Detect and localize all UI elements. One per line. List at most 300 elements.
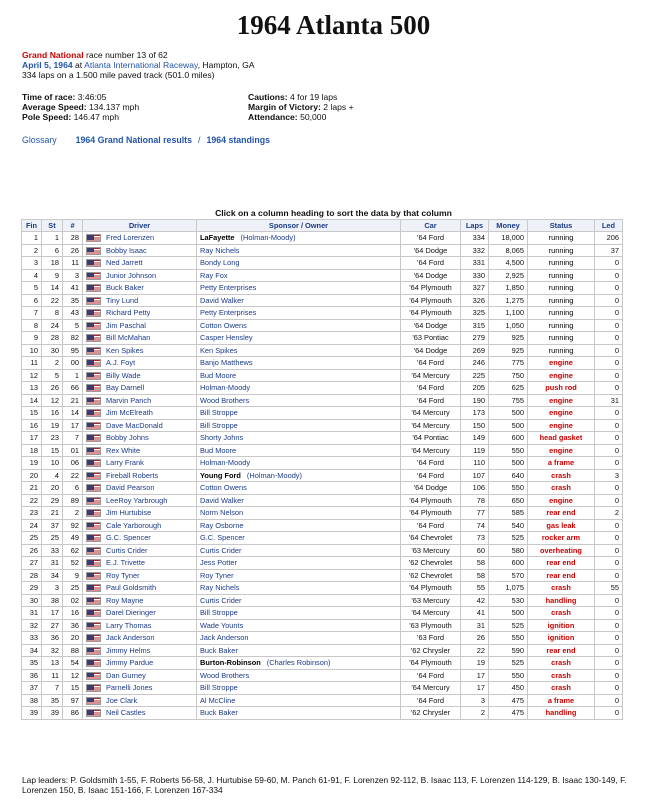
column-header-st[interactable]: St bbox=[42, 220, 63, 232]
led-cell: 0 bbox=[595, 694, 623, 707]
finish-cell: 12 bbox=[22, 369, 42, 382]
led-cell: 0 bbox=[595, 319, 623, 332]
driver-cell bbox=[83, 519, 197, 532]
car-number-cell: 35 bbox=[63, 294, 83, 307]
race-date-link[interactable]: April 5, 1964 bbox=[22, 60, 73, 70]
driver-link[interactable]: Fireball Roberts bbox=[106, 470, 159, 480]
time-value: 3:46:05 bbox=[77, 92, 107, 102]
sponsor-owner-cell bbox=[197, 532, 401, 545]
car-number-cell: 95 bbox=[63, 344, 83, 357]
column-header-led[interactable]: Led bbox=[595, 220, 623, 232]
money-cell: 475 bbox=[489, 694, 528, 707]
start-cell: 37 bbox=[42, 519, 63, 532]
led-cell: 0 bbox=[595, 519, 623, 532]
sponsor-owner-cell bbox=[197, 282, 401, 295]
car-cell: '62 Chrysler bbox=[401, 644, 461, 657]
money-cell: 500 bbox=[489, 607, 528, 620]
owner-link[interactable]: (Charles Robinson) bbox=[266, 658, 331, 668]
us-flag-icon bbox=[86, 484, 101, 492]
sponsor-link[interactable]: Cotton Owens bbox=[200, 483, 247, 493]
finish-cell: 29 bbox=[22, 582, 42, 595]
finish-cell: 4 bbox=[22, 269, 42, 282]
driver-cell bbox=[83, 244, 197, 257]
driver-link[interactable]: Junior Johnson bbox=[106, 270, 157, 280]
sponsor-link[interactable]: Curtis Crider bbox=[200, 595, 242, 605]
led-cell: 0 bbox=[595, 407, 623, 420]
car-number-cell: 89 bbox=[63, 494, 83, 507]
car-cell: '64 Dodge bbox=[401, 269, 461, 282]
money-cell: 570 bbox=[489, 569, 528, 582]
driver-link[interactable]: Neil Castles bbox=[106, 708, 146, 718]
sponsor-link[interactable]: Bondy Long bbox=[200, 258, 240, 268]
car-number-cell: 82 bbox=[63, 332, 83, 345]
us-flag-icon bbox=[86, 559, 101, 567]
laps-cell: 150 bbox=[461, 419, 489, 432]
laps-cell: 26 bbox=[461, 632, 489, 645]
race-info-line1 bbox=[22, 50, 168, 60]
column-header-status[interactable]: Status bbox=[528, 220, 595, 232]
column-header-money[interactable]: Money bbox=[489, 220, 528, 232]
car-cell: '64 Ford bbox=[401, 257, 461, 270]
status-cell: engine bbox=[528, 357, 595, 370]
sponsor-owner-cell bbox=[197, 632, 401, 645]
driver-link[interactable]: Jim Hurtubise bbox=[106, 508, 152, 518]
table-row bbox=[22, 294, 623, 307]
car-cell: '64 Ford bbox=[401, 694, 461, 707]
led-cell: 0 bbox=[595, 532, 623, 545]
driver-link[interactable]: G.C. Spencer bbox=[106, 533, 151, 543]
start-cell: 29 bbox=[42, 494, 63, 507]
laps-cell: 58 bbox=[461, 569, 489, 582]
start-cell: 20 bbox=[42, 482, 63, 495]
sponsor-link[interactable]: Ray Fox bbox=[200, 270, 228, 280]
status-cell: rear end bbox=[528, 557, 595, 570]
driver-link[interactable]: Bay Darnell bbox=[106, 383, 145, 393]
driver-link[interactable]: Ken Spikes bbox=[106, 345, 144, 355]
led-cell: 0 bbox=[595, 357, 623, 370]
page-title: 1964 Atlanta 500 bbox=[236, 10, 431, 40]
sponsor-link[interactable]: Ray Osborne bbox=[200, 520, 244, 530]
table-row bbox=[22, 682, 623, 695]
driver-link[interactable]: Rex White bbox=[106, 445, 141, 455]
start-cell: 17 bbox=[42, 607, 63, 620]
led-cell: 0 bbox=[595, 644, 623, 657]
finish-cell: 7 bbox=[22, 307, 42, 320]
laps-cell: 41 bbox=[461, 607, 489, 620]
column-header-laps[interactable]: Laps bbox=[461, 220, 489, 232]
glossary-link[interactable]: Glossary bbox=[22, 135, 57, 145]
driver-link[interactable]: Roy Mayne bbox=[106, 595, 144, 605]
car-cell: '64 Plymouth bbox=[401, 507, 461, 520]
time-label: Time of race: bbox=[22, 92, 76, 102]
sponsor-link[interactable]: Ray Nichels bbox=[200, 583, 240, 593]
us-flag-icon bbox=[86, 372, 101, 380]
sponsor-owner-cell bbox=[197, 594, 401, 607]
driver-link[interactable]: Tiny Lund bbox=[106, 295, 139, 305]
status-cell: engine bbox=[528, 444, 595, 457]
car-number-cell: 49 bbox=[63, 532, 83, 545]
money-cell: 1,075 bbox=[489, 582, 528, 595]
finish-cell: 6 bbox=[22, 294, 42, 307]
sponsor-link[interactable]: David Walker bbox=[200, 295, 244, 305]
driver-cell bbox=[83, 369, 197, 382]
start-cell: 34 bbox=[42, 569, 63, 582]
driver-cell bbox=[83, 507, 197, 520]
sponsor-link[interactable]: Shorty Johns bbox=[200, 433, 244, 443]
car-cell: '64 Mercury bbox=[401, 607, 461, 620]
sponsor-link[interactable]: Ray Nichels bbox=[200, 245, 240, 255]
owner-link[interactable]: (Holman-Moody) bbox=[240, 233, 296, 243]
sponsor-link[interactable]: Wade Younts bbox=[200, 620, 244, 630]
money-cell: 1,275 bbox=[489, 294, 528, 307]
status-cell: running bbox=[528, 232, 595, 245]
table-row bbox=[22, 382, 623, 395]
sponsor-link[interactable]: Bill Stroppe bbox=[200, 420, 238, 430]
sponsor-link[interactable]: Petty Enterprises bbox=[200, 283, 257, 293]
car-number-cell: 21 bbox=[63, 394, 83, 407]
sponsor-link[interactable]: Jack Anderson bbox=[200, 633, 249, 643]
table-row bbox=[22, 332, 623, 345]
finish-cell: 28 bbox=[22, 569, 42, 582]
led-cell: 0 bbox=[595, 669, 623, 682]
status-cell: crash bbox=[528, 607, 595, 620]
car-cell: '62 Chrysler bbox=[401, 707, 461, 720]
car-number-cell: 92 bbox=[63, 519, 83, 532]
status-cell: handling bbox=[528, 594, 595, 607]
owner-link[interactable]: (Holman-Moody) bbox=[246, 470, 302, 480]
table-row bbox=[22, 307, 623, 320]
sponsor-owner-cell bbox=[197, 457, 401, 470]
money-cell: 2,925 bbox=[489, 269, 528, 282]
driver-link[interactable]: Parnelli Jones bbox=[106, 683, 153, 693]
finish-cell: 15 bbox=[22, 407, 42, 420]
driver-cell bbox=[83, 657, 197, 670]
series-link[interactable]: Grand National bbox=[22, 50, 84, 60]
driver-link[interactable]: Ned Jarrett bbox=[106, 258, 143, 268]
car-cell: '64 Dodge bbox=[401, 244, 461, 257]
money-cell: 925 bbox=[489, 332, 528, 345]
season-standings-link[interactable]: 1964 standings bbox=[206, 135, 270, 145]
sponsor-link[interactable]: Bud Moore bbox=[200, 445, 237, 455]
lap-leaders: Lap leaders: P. Goldsmith 1-55, F. Roberts 56-58, J. Hurtubise 59-60, M. Panch 61-91, F. Lorenzen 92-112, B. Isaac 113, F. Lorenzen 114-129, B. Isaac 130-149, F. Lorenzen 150, B. Isaac 151-166, F. Lorenzen 167-334 bbox=[22, 775, 627, 795]
us-flag-icon bbox=[86, 472, 101, 480]
status-cell: engine bbox=[528, 419, 595, 432]
table-row bbox=[22, 632, 623, 645]
car-cell: '64 Dodge bbox=[401, 344, 461, 357]
led-cell: 31 bbox=[595, 394, 623, 407]
start-cell: 9 bbox=[42, 269, 63, 282]
sponsor-owner-cell bbox=[197, 494, 401, 507]
car-cell: '64 Mercury bbox=[401, 369, 461, 382]
sponsor-link[interactable]: Cotton Owens bbox=[200, 320, 247, 330]
driver-cell bbox=[83, 282, 197, 295]
car-number-cell: 22 bbox=[63, 469, 83, 482]
finish-cell: 25 bbox=[22, 532, 42, 545]
track-link[interactable]: Atlanta International Raceway bbox=[84, 60, 198, 70]
car-number-cell: 86 bbox=[63, 707, 83, 720]
driver-link[interactable]: Cale Yarborough bbox=[106, 520, 162, 530]
led-cell: 0 bbox=[595, 607, 623, 620]
driver-cell bbox=[83, 294, 197, 307]
sponsor-link[interactable]: Bill Stroppe bbox=[200, 408, 238, 418]
sponsor-link[interactable]: Petty Enterprises bbox=[200, 308, 257, 318]
start-cell: 19 bbox=[42, 419, 63, 432]
car-number-cell: 6 bbox=[63, 482, 83, 495]
finish-cell: 39 bbox=[22, 707, 42, 720]
driver-link[interactable]: Richard Petty bbox=[106, 308, 151, 318]
driver-cell bbox=[83, 432, 197, 445]
sponsor-owner-cell bbox=[197, 569, 401, 582]
table-row bbox=[22, 419, 623, 432]
table-row bbox=[22, 532, 623, 545]
table-header-row bbox=[22, 220, 623, 232]
driver-cell bbox=[83, 344, 197, 357]
status-cell: running bbox=[528, 307, 595, 320]
car-cell: '64 Ford bbox=[401, 357, 461, 370]
money-cell: 525 bbox=[489, 657, 528, 670]
driver-link[interactable]: Bill McMahan bbox=[106, 333, 151, 343]
status-cell: a frame bbox=[528, 457, 595, 470]
driver-link[interactable]: Jimmy Pardue bbox=[106, 658, 154, 668]
sponsor-link[interactable]: G.C. Spencer bbox=[200, 533, 245, 543]
sponsor-link[interactable]: Young Ford bbox=[200, 470, 241, 480]
finish-cell: 24 bbox=[22, 519, 42, 532]
driver-cell bbox=[83, 669, 197, 682]
driver-link[interactable]: LeeRoy Yarbrough bbox=[106, 495, 168, 505]
driver-link[interactable]: E.J. Trivette bbox=[106, 558, 146, 568]
sponsor-link[interactable]: Buck Baker bbox=[200, 645, 238, 655]
sponsor-link[interactable]: Ken Spikes bbox=[200, 345, 238, 355]
car-number-cell: 16 bbox=[63, 607, 83, 620]
speed-label: Average Speed: bbox=[22, 102, 87, 112]
us-flag-icon bbox=[86, 259, 101, 267]
sponsor-link[interactable]: Wood Brothers bbox=[200, 395, 250, 405]
car-number-cell: 17 bbox=[63, 419, 83, 432]
sponsor-owner-cell bbox=[197, 469, 401, 482]
sponsor-link[interactable]: Jess Potter bbox=[200, 558, 237, 568]
start-cell: 26 bbox=[42, 382, 63, 395]
driver-link[interactable]: Bobby Johns bbox=[106, 433, 149, 443]
driver-cell bbox=[83, 494, 197, 507]
sponsor-link[interactable]: Holman-Moody bbox=[200, 458, 251, 468]
finish-cell: 20 bbox=[22, 469, 42, 482]
driver-link[interactable]: Darel Dieringer bbox=[106, 608, 156, 618]
table-row bbox=[22, 569, 623, 582]
us-flag-icon bbox=[86, 497, 101, 505]
driver-cell bbox=[83, 332, 197, 345]
driver-link[interactable]: Dan Gurney bbox=[106, 670, 146, 680]
car-cell: '64 Ford bbox=[401, 382, 461, 395]
led-cell: 0 bbox=[595, 382, 623, 395]
race-number-text: race number 13 of 62 bbox=[83, 50, 168, 60]
driver-link[interactable]: Paul Goldsmith bbox=[106, 583, 157, 593]
driver-cell bbox=[83, 532, 197, 545]
us-flag-icon bbox=[86, 572, 101, 580]
margin-value: 2 laps + bbox=[323, 102, 354, 112]
car-number-cell: 02 bbox=[63, 594, 83, 607]
sponsor-owner-cell bbox=[197, 419, 401, 432]
status-cell: ignition bbox=[528, 632, 595, 645]
table-row bbox=[22, 394, 623, 407]
sponsor-link[interactable]: Wood Brothers bbox=[200, 670, 250, 680]
us-flag-icon bbox=[86, 434, 101, 442]
driver-link[interactable]: Jim McElreath bbox=[106, 408, 153, 418]
driver-link[interactable]: Joe Clark bbox=[106, 695, 138, 705]
laps-cell: 106 bbox=[461, 482, 489, 495]
laps-cell: 78 bbox=[461, 494, 489, 507]
sponsor-link[interactable]: Casper Hensley bbox=[200, 333, 253, 343]
driver-cell bbox=[83, 394, 197, 407]
start-cell: 12 bbox=[42, 394, 63, 407]
status-cell: running bbox=[528, 282, 595, 295]
sponsor-link[interactable]: LaFayette bbox=[200, 233, 235, 243]
laps-cell: 334 bbox=[461, 232, 489, 245]
laps-cell: 279 bbox=[461, 332, 489, 345]
sponsor-link[interactable]: Holman-Moody bbox=[200, 383, 251, 393]
us-flag-icon bbox=[86, 672, 101, 680]
season-results-link[interactable]: 1964 Grand National results bbox=[75, 135, 192, 145]
sponsor-link[interactable]: Curtis Crider bbox=[200, 545, 242, 555]
table-row bbox=[22, 232, 623, 245]
sponsor-link[interactable]: Bill Stroppe bbox=[200, 608, 238, 618]
us-flag-icon bbox=[86, 272, 101, 280]
money-cell: 550 bbox=[489, 482, 528, 495]
sponsor-link[interactable]: Roy Tyner bbox=[200, 570, 234, 580]
led-cell: 0 bbox=[595, 682, 623, 695]
us-flag-icon bbox=[86, 609, 101, 617]
car-number-cell: 52 bbox=[63, 557, 83, 570]
sponsor-owner-cell bbox=[197, 269, 401, 282]
driver-cell bbox=[83, 557, 197, 570]
track-location: , Hampton, GA bbox=[197, 60, 255, 70]
driver-link[interactable]: Bobby Isaac bbox=[106, 245, 147, 255]
car-cell: '64 Dodge bbox=[401, 319, 461, 332]
laps-cell: 3 bbox=[461, 694, 489, 707]
table-row bbox=[22, 444, 623, 457]
column-header-sponsor[interactable]: Sponsor / Owner bbox=[197, 220, 401, 232]
sponsor-link[interactable]: Burton-Robinson bbox=[200, 658, 261, 668]
table-row bbox=[22, 644, 623, 657]
laps-cell: 119 bbox=[461, 444, 489, 457]
column-header-car[interactable]: Car bbox=[401, 220, 461, 232]
start-cell: 10 bbox=[42, 457, 63, 470]
laps-cell: 77 bbox=[461, 507, 489, 520]
driver-link[interactable]: David Pearson bbox=[106, 483, 155, 493]
car-cell: '64 Ford bbox=[401, 519, 461, 532]
sponsor-link[interactable]: David Walker bbox=[200, 495, 244, 505]
finish-cell: 33 bbox=[22, 632, 42, 645]
laps-cell: 326 bbox=[461, 294, 489, 307]
sponsor-link[interactable]: Bill Stroppe bbox=[200, 683, 238, 693]
finish-cell: 8 bbox=[22, 319, 42, 332]
column-header-driver[interactable]: Driver bbox=[83, 220, 197, 232]
driver-link[interactable]: Roy Tyner bbox=[106, 570, 140, 580]
table-row bbox=[22, 557, 623, 570]
sponsor-link[interactable]: Banjo Matthews bbox=[200, 358, 253, 368]
driver-link[interactable]: Fred Lorenzen bbox=[106, 233, 155, 243]
start-cell: 18 bbox=[42, 257, 63, 270]
laps-cell: 17 bbox=[461, 682, 489, 695]
table-row bbox=[22, 694, 623, 707]
led-cell: 0 bbox=[595, 632, 623, 645]
status-cell: engine bbox=[528, 369, 595, 382]
start-cell: 15 bbox=[42, 444, 63, 457]
car-cell: '63 Pontiac bbox=[401, 332, 461, 345]
car-number-cell: 62 bbox=[63, 544, 83, 557]
money-cell: 925 bbox=[489, 344, 528, 357]
status-cell: push rod bbox=[528, 382, 595, 395]
led-cell: 3 bbox=[595, 469, 623, 482]
driver-link[interactable]: Larry Frank bbox=[106, 458, 144, 468]
driver-link[interactable]: Jack Anderson bbox=[106, 633, 155, 643]
sponsor-link[interactable]: Al McCline bbox=[200, 695, 236, 705]
status-cell: running bbox=[528, 244, 595, 257]
driver-link[interactable]: Dave MacDonald bbox=[106, 420, 163, 430]
car-cell: '64 Ford bbox=[401, 669, 461, 682]
car-number-cell: 88 bbox=[63, 644, 83, 657]
start-cell: 27 bbox=[42, 619, 63, 632]
driver-link[interactable]: Marvin Panch bbox=[106, 395, 152, 405]
driver-link[interactable]: Curtis Crider bbox=[106, 545, 148, 555]
table-row bbox=[22, 519, 623, 532]
led-cell: 0 bbox=[595, 457, 623, 470]
finish-cell: 10 bbox=[22, 344, 42, 357]
laps-cell: 246 bbox=[461, 357, 489, 370]
sponsor-owner-cell bbox=[197, 344, 401, 357]
led-cell: 0 bbox=[595, 294, 623, 307]
column-header-fin[interactable]: Fin bbox=[22, 220, 42, 232]
car-number-cell: 11 bbox=[63, 257, 83, 270]
driver-link[interactable]: Buck Baker bbox=[106, 283, 144, 293]
driver-cell bbox=[83, 457, 197, 470]
driver-link[interactable]: A.J. Foyt bbox=[106, 358, 136, 368]
table-row bbox=[22, 707, 623, 720]
us-flag-icon bbox=[86, 284, 101, 292]
sponsor-link[interactable]: Bud Moore bbox=[200, 370, 237, 380]
driver-link[interactable]: Billy Wade bbox=[106, 370, 141, 380]
driver-cell bbox=[83, 682, 197, 695]
driver-link[interactable]: Jim Paschal bbox=[106, 320, 146, 330]
sponsor-owner-cell bbox=[197, 319, 401, 332]
driver-link[interactable]: Larry Thomas bbox=[106, 620, 152, 630]
status-cell: overheating bbox=[528, 544, 595, 557]
sponsor-owner-cell bbox=[197, 307, 401, 320]
sponsor-link[interactable]: Buck Baker bbox=[200, 708, 238, 718]
table-row bbox=[22, 619, 623, 632]
driver-cell bbox=[83, 707, 197, 720]
column-header-num[interactable]: # bbox=[63, 220, 83, 232]
finish-cell: 27 bbox=[22, 557, 42, 570]
car-cell: '64 Plymouth bbox=[401, 657, 461, 670]
start-cell: 13 bbox=[42, 657, 63, 670]
money-cell: 450 bbox=[489, 682, 528, 695]
driver-cell bbox=[83, 469, 197, 482]
driver-cell bbox=[83, 582, 197, 595]
sponsor-owner-cell bbox=[197, 432, 401, 445]
sponsor-owner-cell bbox=[197, 644, 401, 657]
us-flag-icon bbox=[86, 359, 101, 367]
car-cell: '63 Plymouth bbox=[401, 619, 461, 632]
car-cell: '63 Mercury bbox=[401, 594, 461, 607]
sponsor-owner-cell bbox=[197, 482, 401, 495]
car-number-cell: 3 bbox=[63, 269, 83, 282]
sort-hint: Click on a column heading to sort the data by that column bbox=[215, 208, 452, 218]
table-row bbox=[22, 244, 623, 257]
sponsor-link[interactable]: Norm Nelson bbox=[200, 508, 244, 518]
car-cell: '64 Ford bbox=[401, 232, 461, 245]
driver-link[interactable]: Jimmy Helms bbox=[106, 645, 151, 655]
car-cell: '64 Mercury bbox=[401, 682, 461, 695]
